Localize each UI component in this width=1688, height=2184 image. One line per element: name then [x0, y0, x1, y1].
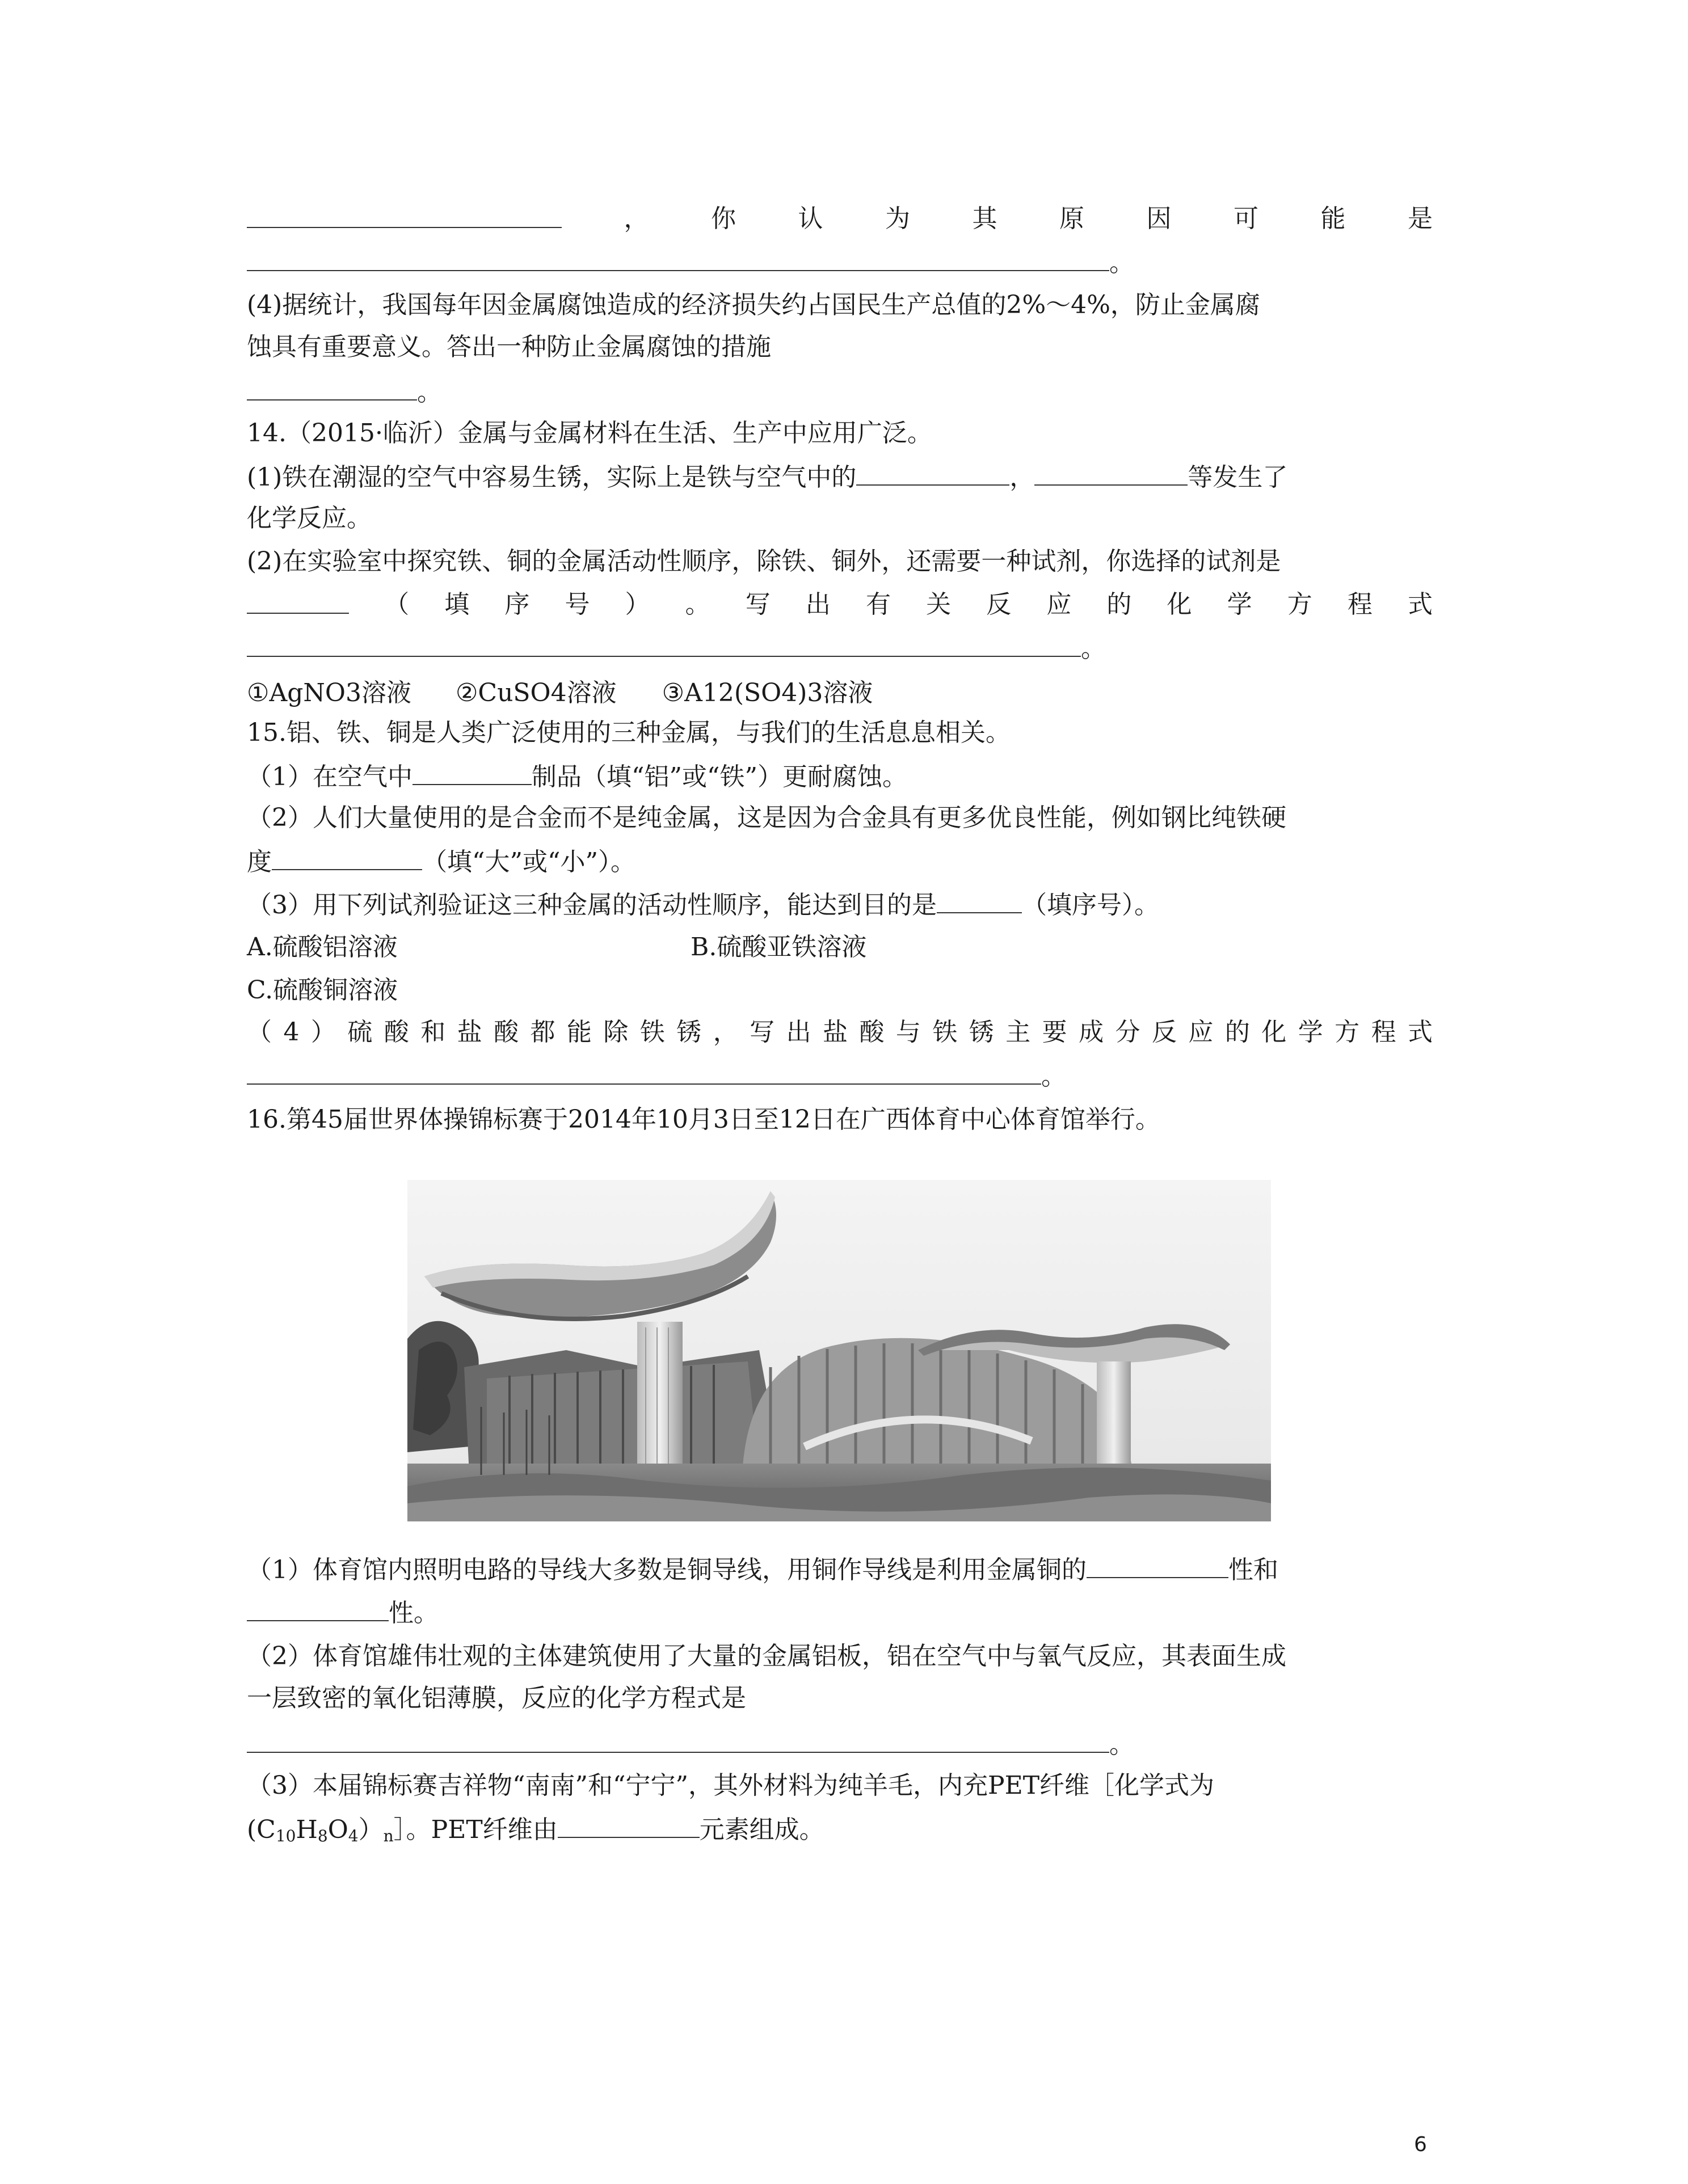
q16-item2-line2: 一层致密的氧化铝薄膜，反应的化学方程式是: [247, 1684, 746, 1713]
q14-item1-line1: (1)铁在潮湿的空气中容易生锈，实际上是铁与空气中的 ， 等发生了: [247, 459, 1433, 495]
q13-item4-line1: (4)据统计，我国每年因金属腐蚀造成的经济损失约占国民生产总值的2%～4%，防止金属腐: [247, 290, 1260, 319]
q15-item3: （3）用下列试剂验证这三种金属的活动性顺序，能达到目的是 （填序号）。: [247, 887, 1433, 922]
q14-title: 14.（2015·临沂）金属与金属材料在生活、生产中应用广泛。: [247, 419, 932, 448]
q16-item2-line1: （2）体育馆雄伟壮观的主体建筑使用了大量的金属铝板，铝在空气中与氧气反应，其表面生成: [247, 1642, 1286, 1671]
q16-item1-line1: （1）体育馆内照明电路的导线大多数是铜导线，用铜作导线是利用金属铜的 性和: [247, 1552, 1433, 1587]
q13-item4-blank-line: 。: [247, 374, 1433, 410]
q14-options: [247, 676, 1433, 710]
answer-blank[interactable]: [247, 1727, 1109, 1753]
answer-blank[interactable]: [247, 202, 562, 228]
answer-blank[interactable]: [247, 245, 1109, 271]
q15-options-ab: [247, 930, 1433, 964]
q15-title: 15.铝、铁、铜是人类广泛使用的三种金属，与我们的生活息息相关。: [247, 718, 1011, 747]
q13-item4-line2: 蚀具有重要意义。答出一种防止金属腐蚀的措施: [247, 332, 771, 361]
q13-reason-line: ， 你 认 为 其 原 因 可 能 是: [247, 202, 1433, 236]
page-number: 6: [1414, 2133, 1427, 2156]
answer-blank[interactable]: [247, 1059, 1041, 1085]
q14-item2-line1: (2)在实验室中探究铁、铜的金属活动性顺序，除铁、铜外，还需要一种试剂，你选择的试剂是: [247, 547, 1281, 576]
q16-item3-line2: $(C_{10}H_8O_4)_n]$。PET纤维由 元素组成。: [247, 1812, 1433, 1853]
q15-item4-line1: （ 4 ） 硫 酸 和 盐 酸 都 能 除 铁 锈 ， 写 出 盐 酸 与 铁 锈 主 要 成 分 反 应 的 化 学 方 程 式: [247, 1018, 1433, 1047]
gymnasium-photo: [407, 1180, 1271, 1521]
q15-item2-line1: （2）人们大量使用的是合金而不是纯金属，这是因为合金具有更多优良性能，例如钢比纯铁硬: [247, 803, 1286, 832]
option-a: A.硫酸铝溶液: [247, 933, 398, 962]
option-b: B.硫酸亚铁溶液: [691, 933, 867, 962]
q14-item1-line2: 化学反应。: [247, 504, 372, 533]
answer-blank[interactable]: [247, 1595, 389, 1621]
q15-item1: （1）在空气中 制品（填“铝”或“铁”）更耐腐蚀。: [247, 759, 1433, 794]
q14-item2-blank-line: 。: [247, 631, 1433, 666]
answer-blank[interactable]: [272, 844, 422, 870]
q16-item1-line2: 性。: [247, 1595, 1433, 1630]
q13-reason-blank-line: 。: [247, 245, 1433, 280]
answer-blank[interactable]: [412, 759, 532, 785]
answer-blank[interactable]: [247, 588, 349, 614]
answer-blank[interactable]: [937, 887, 1022, 913]
pet-formula: $(C_{10}H_8O_4)_n$: [247, 1815, 394, 1845]
q16-item3-line1: （3）本届锦标赛吉祥物“南南”和“宁宁”，其外材料为纯羊毛，内充PET纤维［化学式为: [247, 1771, 1215, 1800]
q14-item2-line2: （ 填 序 号 ） 。 写 出 有 关 反 应 的 化 学 方 程 式: [247, 588, 1433, 622]
answer-blank[interactable]: [247, 631, 1081, 657]
q16-title: 16.第45届世界体操锦标赛于2014年10月3日至12日在广西体育中心体育馆举行。: [247, 1105, 1160, 1134]
answer-blank[interactable]: [1034, 459, 1188, 486]
q16-item2-blank-line: 。: [247, 1727, 1433, 1762]
q15-option-c: C.硫酸铜溶液: [247, 976, 398, 1005]
option-2: ②CuSO4溶液: [455, 678, 617, 707]
answer-blank[interactable]: [1087, 1552, 1228, 1578]
q15-item4-blank-line: 。: [247, 1059, 1433, 1094]
option-3: ③A12(SO4)3溶液: [662, 678, 873, 707]
option-1: ①AgNO3溶液: [247, 678, 411, 707]
q15-item2-line2: 度 （填“大”或“小”）。: [247, 844, 1433, 879]
answer-blank[interactable]: [247, 374, 417, 400]
answer-blank[interactable]: [558, 1812, 700, 1838]
answer-blank[interactable]: [856, 459, 1009, 486]
